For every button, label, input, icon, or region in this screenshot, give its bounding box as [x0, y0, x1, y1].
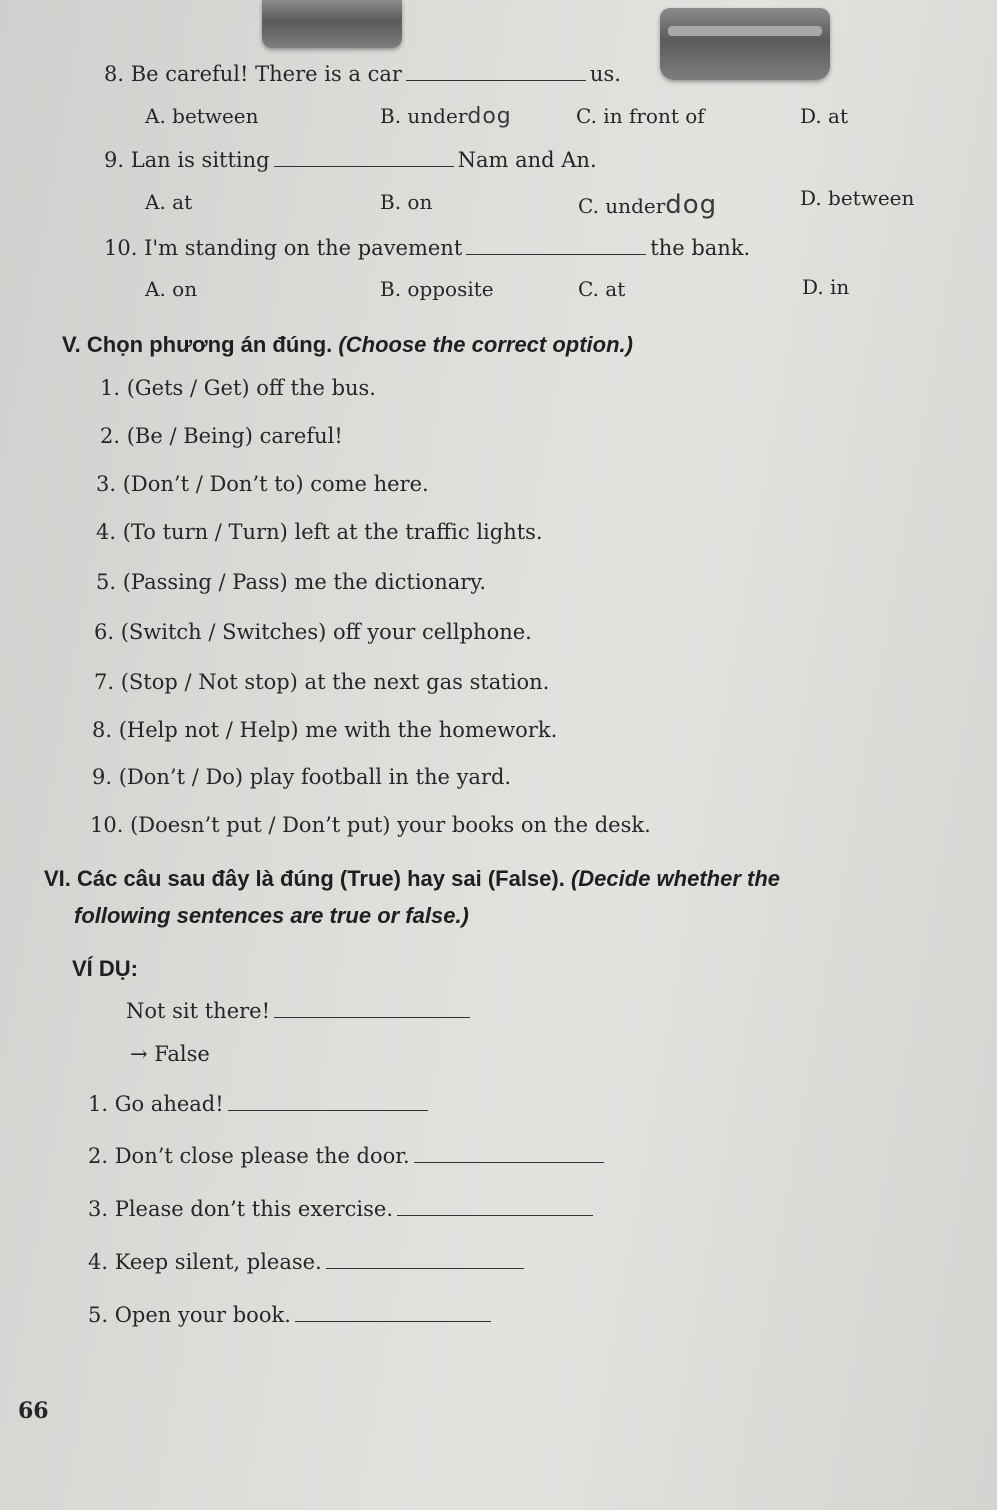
section-6-heading-line-2: following sentences are true or false.): [74, 903, 469, 928]
section-5-item-1[interactable]: 1. (Gets / Get) off the bus.: [100, 376, 376, 400]
question-8-blank[interactable]: [406, 79, 586, 81]
question-9-option-d[interactable]: D. between: [800, 186, 915, 210]
example-blank: [274, 1016, 470, 1018]
section-6-item-5: 5. Open your book.: [88, 1303, 495, 1327]
section-6-item-5-blank[interactable]: [295, 1320, 491, 1322]
section-6-item-3: 3. Please don’t this exercise.: [88, 1197, 597, 1221]
section-6-item-4: 4. Keep silent, please.: [88, 1250, 528, 1274]
section-6-item-4-blank[interactable]: [326, 1267, 524, 1269]
section-6-item-2-blank[interactable]: [414, 1161, 604, 1163]
question-8-option-c[interactable]: C. in front of: [576, 104, 705, 128]
question-8-option-b[interactable]: B. underdog: [380, 104, 512, 129]
question-10-blank[interactable]: [466, 253, 646, 255]
question-10-option-c[interactable]: C. at: [578, 277, 626, 301]
section-6-heading: VI. Các câu sau đây là đúng (True) hay sai (False). (Decide whether the: [44, 866, 781, 891]
page-number: 66: [18, 1398, 49, 1424]
section-6-item-1: 1. Go ahead!: [88, 1092, 432, 1116]
example-label: VÍ DỤ:: [72, 956, 138, 981]
handwritten-note: dog: [467, 104, 512, 129]
handwritten-note: dog: [665, 190, 718, 220]
example-sentence: Not sit there!: [126, 999, 474, 1023]
question-8-option-a[interactable]: A. between: [145, 104, 259, 128]
section-5-item-2[interactable]: 2. (Be / Being) careful!: [100, 424, 343, 448]
example-answer: → False: [130, 1042, 210, 1066]
section-5-heading: V. Chọn phương án đúng. (Choose the correct option.): [62, 332, 633, 357]
section-6-item-3-blank[interactable]: [397, 1214, 593, 1216]
binder-clip-left: [262, 0, 402, 48]
question-9-option-b[interactable]: B. on: [380, 190, 433, 214]
question-8-stem: 8. Be careful! There is a car us.: [104, 62, 621, 86]
section-5-item-4[interactable]: 4. (To turn / Turn) left at the traffic lights.: [96, 520, 543, 544]
section-5-item-6[interactable]: 6. (Switch / Switches) off your cellphone.: [94, 620, 532, 644]
question-10-option-b[interactable]: B. opposite: [380, 277, 494, 301]
section-5-item-8[interactable]: 8. (Help not / Help) me with the homework.: [92, 718, 558, 742]
section-6-item-2: 2. Don’t close please the door.: [88, 1144, 608, 1168]
binder-clip-right: [660, 8, 830, 80]
question-10-option-a[interactable]: A. on: [145, 277, 198, 301]
question-9-option-a[interactable]: A. at: [145, 190, 193, 214]
section-5-item-5[interactable]: 5. (Passing / Pass) me the dictionary.: [96, 570, 487, 594]
section-5-item-3[interactable]: 3. (Don’t / Don’t to) come here.: [96, 472, 429, 496]
section-6-item-1-blank[interactable]: [228, 1109, 428, 1111]
section-5-item-9[interactable]: 9. (Don’t / Do) play football in the yard.: [92, 765, 512, 789]
question-8-option-d[interactable]: D. at: [800, 104, 848, 128]
question-9-stem: 9. Lan is sitting Nam and An.: [104, 148, 597, 172]
section-5-item-10[interactable]: 10. (Doesn’t put / Don’t put) your books on the desk.: [90, 813, 651, 837]
section-5-item-7[interactable]: 7. (Stop / Not stop) at the next gas station.: [94, 670, 550, 694]
question-10-option-d[interactable]: D. in: [802, 275, 850, 299]
question-9-blank[interactable]: [274, 165, 454, 167]
question-9-option-c[interactable]: C. underdog: [578, 190, 718, 220]
question-10-stem: 10. I'm standing on the pavement the bank.: [104, 236, 751, 260]
